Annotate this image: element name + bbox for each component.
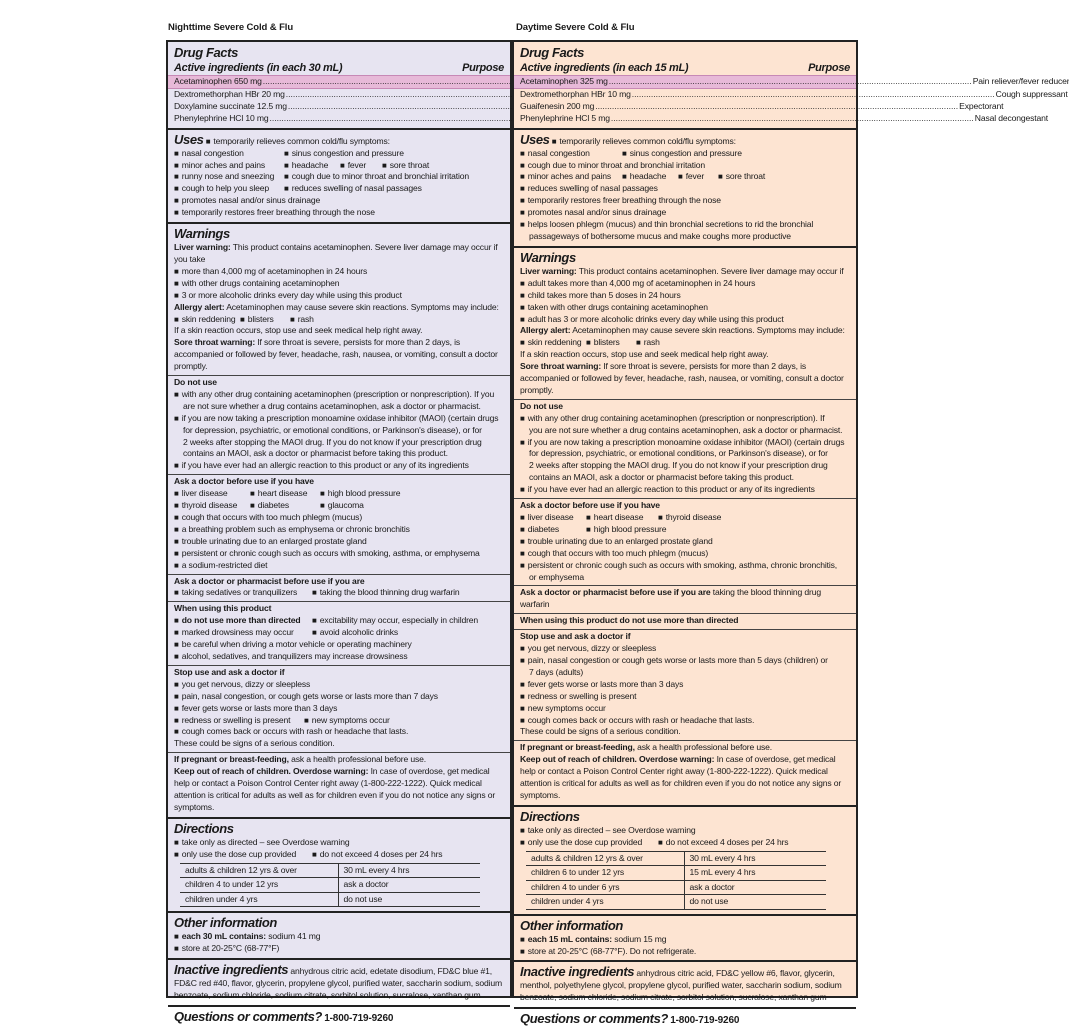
ask-pharmacist-heading: Ask a doctor or pharmacist before use if you are (174, 575, 365, 586)
ask-pharmacist-item: ■ taking the blood thinning drug warfarin (312, 587, 460, 599)
questions-heading: Questions or comments? (520, 1011, 668, 1027)
warnings-section (514, 248, 856, 807)
pregnancy-text: ask a health professional before use. (637, 742, 773, 753)
other-info-item: ■ store at 20-25°C (68-77°F) (174, 943, 504, 955)
use-item: ■ temporarily restores freer breathing through the nose (174, 207, 504, 219)
stop-use-subsection (168, 665, 510, 750)
inactive-ingredients-section (514, 962, 856, 1009)
ask-pharmacist-heading: Ask a doctor or pharmacist before use if you are (520, 587, 711, 598)
uses-intro: ■ temporarily relieves common cold/flu symptoms: (552, 136, 736, 146)
use-item: ■ fever (678, 171, 718, 183)
other-information-section (514, 916, 856, 963)
dose-amount: 15 mL every 4 hrs (684, 866, 826, 881)
uses-intro: ■ temporarily relieves common cold/flu symptoms: (206, 136, 390, 146)
ask-doctor-item: ■ heart disease (586, 512, 658, 524)
stop-use-item: ■ pain, nasal congestion or cough gets worse or lasts more than 5 days (children) or (520, 655, 850, 667)
when-using-item: ■ alcohol, sedatives, and tranquilizers may increase drowsiness (174, 651, 504, 663)
do-not-use-item: ■ if you are now taking a prescription monoamine oxidase inhibitor (MAOI) (certain drugs (174, 413, 504, 425)
direction-item: ■ only use the dose cup provided (520, 837, 658, 849)
stop-use-item: ■ you get nervous, dizzy or sleepless (520, 643, 850, 655)
ask-pharmacist-item: ■ taking sedatives or tranquilizers (174, 587, 312, 599)
when-using-subsection (168, 601, 510, 663)
liver-warning-label: Liver warning: (174, 242, 231, 253)
use-item: ■ nasal congestion (520, 148, 622, 160)
uses-heading: Uses (520, 131, 550, 147)
ingredient-name: Dextromethorphan HBr 10 mg (520, 88, 631, 99)
other-info-text: sodium 15 mg (614, 933, 667, 944)
pregnancy-label: If pregnant or breast-feeding, (520, 742, 635, 753)
allergy-symptom: ■ rash (290, 314, 314, 326)
stop-use-item: ■ new symptoms occur (304, 715, 390, 727)
stop-use-item: ■ cough comes back or occurs with rash or headache that lasts. (520, 715, 850, 727)
when-using-item: ■ excitability may occur, especially in children (312, 615, 478, 627)
dose-age: children under 4 yrs (180, 892, 338, 907)
table-row (526, 880, 826, 895)
ask-doctor-subsection (514, 498, 856, 583)
use-item: ■ headache (284, 160, 340, 172)
ingredient-name: Phenylephrine HCl 10 mg (174, 112, 269, 123)
ask-doctor-item: ■ a breathing problem such as emphysema or chronic bronchitis (174, 524, 504, 536)
ask-doctor-item: ■ diabetes (520, 524, 586, 536)
ingredient-name: Acetaminophen 650 mg (174, 76, 262, 86)
do-not-use-item-cont: are not sure whether a drug contains acetaminophen, ask a doctor or pharmacist. (183, 400, 481, 411)
use-item: ■ cough to help you sleep (174, 183, 284, 195)
sore-throat-text: If sore throat is severe, persists for more than 2 days, is accompanied or followed by fever, headache, rash, nausea, or vomiting, consult a doctor promptly. (174, 337, 498, 372)
table-row (180, 863, 480, 878)
inactive-ingredients-heading: Inactive ingredients (174, 961, 289, 977)
do-not-use-item-cont: contains an MAOI, ask a doctor or pharmacist before taking this product. (529, 472, 794, 483)
active-ingredients-header (520, 62, 850, 75)
ask-doctor-item: ■ high blood pressure (586, 524, 666, 536)
ask-doctor-item: ■ cough that occurs with too much phlegm (mucus) (174, 512, 504, 524)
use-item: ■ reduces swelling of nasal passages (284, 183, 422, 195)
do-not-use-item: ■ with any other drug containing acetaminophen (prescription or nonprescription). If (520, 413, 850, 425)
dose-age: children 4 to under 12 yrs (180, 878, 338, 893)
ask-pharmacist-subsection (514, 585, 856, 611)
warnings-section (168, 224, 510, 819)
direction-item: ■ take only as directed – see Overdose warning (174, 837, 504, 849)
sore-throat-text: If sore throat is severe, persists for more than 2 days, is accompanied or followed by fever, headache, rash, nausea, or vomiting, consult a doctor promptly. (520, 361, 844, 395)
other-info-label: each 30 mL contains: (181, 931, 266, 942)
ingredient-row (174, 101, 504, 113)
stop-use-item-cont: 7 days (adults) (529, 666, 584, 677)
stop-use-item: ■ you get nervous, dizzy or sleepless (174, 679, 504, 691)
ingredient-name: Guaifenesin 200 mg (520, 100, 595, 111)
dose-amount: ask a doctor (338, 878, 480, 893)
do-not-use-item-cont: 2 weeks after stopping the MAOI drug. If you do not know if your prescription drug (183, 436, 482, 447)
ask-pharmacist-text: taking the blood thinning drug warfarin (520, 587, 822, 610)
ask-doctor-item: ■ thyroid disease (174, 500, 250, 512)
active-ingredients-heading: Active ingredients (in each 15 mL) (520, 62, 689, 74)
directions-section (514, 807, 856, 916)
other-info-label: each 15 mL contains: (527, 933, 612, 944)
do-not-use-item-cont: for depression, psychiatric, or emotional conditions, or Parkinson's disease), or for (183, 424, 482, 435)
inactive-ingredients-section (168, 960, 510, 1007)
ask-doctor-item: ■ liver disease (520, 512, 586, 524)
purpose-heading: Purpose (462, 62, 504, 74)
dose-amount: do not use (338, 892, 480, 907)
ingredient-name: Phenylephrine HCl 5 mg (520, 112, 610, 123)
table-row (180, 878, 480, 893)
do-not-use-item-cont: for depression, psychiatric, or emotional conditions, or Parkinson's disease), or for (529, 448, 828, 459)
liver-warning-item: ■ taken with other drugs containing acetaminophen (520, 302, 850, 314)
allergy-symptom: ■ blisters (240, 314, 290, 326)
questions-section (514, 1009, 856, 1030)
table-row (526, 851, 826, 866)
liver-warning-item: ■ more than 4,000 mg of acetaminophen in 24 hours (174, 266, 504, 278)
active-ingredients-section (514, 42, 1069, 130)
use-item: ■ cough due to minor throat and bronchial irritation (520, 160, 850, 172)
ingredient-name: Dextromethorphan HBr 20 mg (174, 88, 285, 99)
ask-doctor-item: ■ glaucoma (320, 500, 364, 512)
dose-amount: ask a doctor (684, 880, 826, 895)
stop-use-item: ■ fever gets worse or lasts more than 3 days (174, 703, 504, 715)
dose-age: children 4 to under 6 yrs (526, 880, 684, 895)
dose-age: children under 4 yrs (526, 895, 684, 910)
when-using-heading: When using this product (174, 603, 272, 614)
other-info-text: sodium 41 mg (268, 931, 321, 942)
allergy-symptom: ■ skin reddening (174, 314, 240, 326)
other-info-item: ■ store at 20-25°C (68-77°F). Do not refrigerate. (520, 946, 850, 958)
uses-section (514, 130, 856, 248)
drug-facts-heading: Drug Facts (174, 45, 238, 60)
liver-warning-item: ■ child takes more than 5 doses in 24 hours (520, 290, 850, 302)
do-not-use-item-cont: contains an MAOI, ask a doctor or pharmacist before taking this product. (183, 448, 448, 459)
allergy-alert-label: Allergy alert: (520, 325, 571, 336)
stop-use-subsection (514, 629, 856, 738)
ingredient-row (174, 89, 504, 101)
use-item: ■ promotes nasal and/or sinus drainage (520, 207, 850, 219)
stop-use-item: ■ pain, nasal congestion, or cough gets worse or lasts more than 7 days (174, 691, 504, 703)
daytime-drug-facts-panel (512, 40, 1069, 1027)
when-using-heading: When using this product do not use more than directed (520, 615, 739, 626)
ingredient-purpose: Pain reliever/fever reducer (972, 76, 1069, 86)
stop-use-item: ■ cough comes back or occurs with rash or headache that lasts. (174, 726, 504, 738)
ask-doctor-heading: Ask a doctor before use if you have (174, 476, 314, 487)
stop-use-item: ■ redness or swelling is present (174, 715, 304, 727)
active-ingredients-heading: Active ingredients (in each 30 mL) (174, 62, 343, 74)
ask-doctor-item: ■ thyroid disease (658, 512, 721, 524)
do-not-use-item-cont: you are not sure whether a drug contains acetaminophen, ask a doctor or pharmacist. (529, 424, 843, 435)
ingredient-name: Acetaminophen 325 mg (520, 76, 608, 86)
stop-use-item: ■ fever gets worse or lasts more than 3 days (520, 679, 850, 691)
use-item: ■ sinus congestion and pressure (284, 148, 404, 160)
sore-throat-label: Sore throat warning: (520, 361, 602, 372)
when-using-item: ■ do not use more than directed (174, 615, 312, 627)
dose-amount: 30 mL every 4 hrs (684, 851, 826, 866)
direction-item: ■ take only as directed – see Overdose warning (520, 825, 850, 837)
keep-out-text: In case of overdose, get medical help or contact a Poison Control Center right away (1-800-222-1222). Quick medical attention is critical for adults as well as for children even if you do not notice any signs or symptoms. (520, 754, 842, 800)
stop-use-heading: Stop use and ask a doctor if (520, 631, 631, 642)
ask-doctor-item: ■ a sodium-restricted diet (174, 560, 504, 572)
inactive-ingredients-text: anhydrous citric acid, FD&C yellow #6, flavor, glycerin, menthol, polyethylene glycol, propylene glycol, purified water, saccharin sodium, sodium benzoate, sodium chloride, sodium citrate, sorbitol solution, sucralose, xanthan gum (520, 968, 842, 1003)
do-not-use-item: ■ if you are now taking a prescription monoamine oxidase inhibitor (MAOI) (certain drugs (520, 437, 850, 449)
directions-heading: Directions (520, 808, 580, 824)
sore-throat-label: Sore throat warning: (174, 337, 256, 348)
inactive-ingredients-text: anhydrous citric acid, edetate disodium, FD&C blue #1, FD&C red #40, flavor, glycerin, propylene glycol, purified water, saccharin sodium, sodium benzoate, sodium chloride, sodium citrate, sorbitol solution, sucralose, xanthan gum (174, 965, 503, 1000)
direction-item: ■ only use the dose cup provided (174, 849, 312, 861)
ingredient-row (514, 75, 1069, 89)
ask-doctor-item-cont: or emphysema (529, 571, 585, 582)
pregnancy-text: ask a health professional before use. (291, 754, 427, 765)
keep-out-label: Keep out of reach of children. Overdose warning: (520, 754, 715, 765)
ingredient-purpose: Cough suppressant (995, 88, 1068, 99)
dose-age: adults & children 12 yrs & over (180, 863, 338, 878)
use-item-cont: passageways of bothersome mucus and make coughs more productive (529, 230, 791, 241)
use-item: ■ reduces swelling of nasal passages (520, 183, 850, 195)
ask-doctor-item: ■ trouble urinating due to an enlarged prostate gland (174, 536, 504, 548)
use-item: ■ fever (340, 160, 382, 172)
stop-use-after: These could be signs of a serious condition. (520, 726, 681, 737)
when-using-item: ■ be careful when driving a motor vehicle or operating machinery (174, 639, 504, 651)
dose-table (526, 851, 826, 910)
direction-item: ■ do not exceed 4 doses per 24 hrs (658, 837, 788, 849)
table-row (526, 895, 826, 910)
do-not-use-item: ■ with any other drug containing acetaminophen (prescription or nonprescription). If you (174, 389, 504, 401)
liver-warning-text: This product contains acetaminophen. Severe liver damage may occur if you take (174, 242, 498, 264)
dose-age: adults & children 12 yrs & over (526, 851, 684, 866)
allergy-symptom: ■ blisters (586, 337, 636, 349)
allergy-alert-label: Allergy alert: (174, 301, 225, 312)
allergy-alert-text: Acetaminophen may cause severe skin reactions. Symptoms may include: (572, 325, 845, 336)
questions-section (168, 1007, 510, 1028)
use-item: ■ sinus congestion and pressure (622, 148, 742, 160)
other-information-heading: Other information (520, 917, 623, 933)
dose-amount: do not use (684, 895, 826, 910)
liver-warning-item: ■ adult takes more than 4,000 mg of acetaminophen in 24 hours (520, 278, 850, 290)
directions-section (168, 819, 510, 913)
pregnancy-label: If pregnant or breast-feeding, (174, 754, 289, 765)
allergy-after-text: If a skin reaction occurs, stop use and seek medical help right away. (174, 325, 423, 336)
use-item: ■ sore throat (718, 171, 765, 183)
use-item: ■ runny nose and sneezing (174, 171, 284, 183)
keep-out-text: In case of overdose, get medical help or contact a Poison Control Center right away (1-800-222-1222). Quick medical attention is critical for adults as well as for children even if you do not notice any signs or symptoms. (174, 766, 496, 812)
allergy-after-text: If a skin reaction occurs, stop use and seek medical help right away. (520, 349, 769, 360)
liver-warning-item: ■ adult has 3 or more alcoholic drinks every day while using this product (520, 314, 850, 326)
do-not-use-heading: Do not use (174, 377, 217, 388)
ingredient-row (174, 113, 504, 125)
active-ingredients-section (168, 42, 510, 130)
active-ingredients-header (174, 62, 504, 75)
uses-section (168, 130, 510, 224)
inactive-ingredients-heading: Inactive ingredients (520, 964, 635, 980)
pregnancy-subsection (514, 740, 856, 802)
ask-doctor-item: ■ cough that occurs with too much phlegm (mucus) (520, 548, 850, 560)
ask-doctor-subsection (168, 474, 510, 571)
when-using-subsection (514, 613, 856, 627)
phone-number[interactable]: 1-800-719-9260 (324, 1012, 394, 1024)
other-information-section (168, 913, 510, 960)
ingredient-purpose: Expectorant (959, 100, 1004, 111)
nighttime-label: Nighttime Severe Cold & Flu (168, 22, 294, 33)
use-item: ■ minor aches and pains (174, 160, 284, 172)
ask-doctor-item: ■ persistent or chronic cough such as occurs with smoking, asthma, chronic bronchitis, (520, 560, 850, 572)
do-not-use-heading: Do not use (520, 400, 563, 411)
questions-heading: Questions or comments? (174, 1008, 322, 1024)
phone-number[interactable]: 1-800-719-9260 (670, 1015, 740, 1027)
liver-warning-item: ■ 3 or more alcoholic drinks every day while using this product (174, 290, 504, 302)
ask-doctor-item: ■ high blood pressure (320, 488, 400, 500)
directions-heading: Directions (174, 820, 234, 836)
table-row (526, 866, 826, 881)
do-not-use-subsection (168, 375, 510, 472)
warnings-heading: Warnings (174, 226, 230, 242)
do-not-use-item: ■ if you have ever had an allergic reaction to this product or any of its ingredients (520, 484, 850, 496)
use-item: ■ promotes nasal and/or sinus drainage (174, 195, 504, 207)
allergy-symptom: ■ skin reddening (520, 337, 586, 349)
other-information-heading: Other information (174, 915, 277, 931)
use-item: ■ helps loosen phlegm (mucus) and thin bronchial secretions to rid the bronchial (520, 219, 850, 231)
do-not-use-item: ■ if you have ever had an allergic reaction to this product or any of its ingredients (174, 460, 504, 472)
ask-doctor-heading: Ask a doctor before use if you have (520, 500, 660, 511)
ingredient-row (520, 112, 1049, 125)
ask-doctor-item: ■ heart disease (250, 488, 320, 500)
use-item: ■ minor aches and pains (520, 171, 622, 183)
ask-doctor-item: ■ diabetes (250, 500, 320, 512)
ask-doctor-item: ■ persistent or chronic cough such as occurs with smoking, asthma, or emphysema (174, 548, 504, 560)
use-item: ■ headache (622, 171, 678, 183)
use-item: ■ nasal congestion (174, 148, 284, 160)
do-not-use-subsection (514, 399, 856, 496)
direction-item: ■ do not exceed 4 doses per 24 hrs (312, 849, 442, 861)
allergy-symptom: ■ rash (636, 337, 660, 349)
liver-warning-label: Liver warning: (520, 265, 577, 276)
dose-age: children 6 to under 12 yrs (526, 866, 684, 881)
ask-pharmacist-subsection (168, 574, 510, 600)
stop-use-item: ■ redness or swelling is present (520, 691, 850, 703)
pregnancy-subsection (168, 752, 510, 814)
when-using-item: ■ marked drowsiness may occur (174, 627, 312, 639)
ask-doctor-item: ■ liver disease (174, 488, 250, 500)
when-using-item: ■ avoid alcoholic drinks (312, 627, 398, 639)
liver-warning-text: This product contains acetaminophen. Severe liver damage may occur if (578, 265, 844, 276)
liver-warning-item: ■ with other drugs containing acetaminophen (174, 278, 504, 290)
ingredient-row (520, 88, 1068, 101)
stop-use-heading: Stop use and ask a doctor if (174, 666, 285, 677)
daytime-label: Daytime Severe Cold & Flu (516, 22, 635, 33)
dose-table (180, 863, 480, 908)
allergy-alert-text: Acetaminophen may cause severe skin reactions. Symptoms may include: (226, 301, 499, 312)
do-not-use-item-cont: 2 weeks after stopping the MAOI drug. If you do not know if your prescription drug (529, 460, 828, 471)
table-row (180, 892, 480, 907)
ingredient-purpose: Nasal decongestant (974, 112, 1049, 123)
uses-heading: Uses (174, 131, 204, 147)
purpose-heading: Purpose (808, 62, 850, 74)
use-item: ■ cough due to minor throat and bronchial irritation (284, 171, 469, 183)
keep-out-label: Keep out of reach of children. Overdose warning: (174, 766, 369, 777)
stop-use-after: These could be signs of a serious condition. (174, 738, 335, 749)
use-item: ■ temporarily restores freer breathing through the nose (520, 195, 850, 207)
drug-facts-heading: Drug Facts (520, 45, 584, 60)
ingredient-name: Doxylamine succinate 12.5 mg (174, 100, 287, 111)
nighttime-drug-facts-panel (166, 40, 512, 1024)
ingredient-row (168, 75, 510, 89)
ingredient-row (520, 100, 1004, 113)
ask-doctor-item: ■ trouble urinating due to an enlarged prostate gland (520, 536, 850, 548)
warnings-heading: Warnings (520, 249, 576, 265)
stop-use-item: ■ new symptoms occur (520, 703, 850, 715)
use-item: ■ sore throat (382, 160, 429, 172)
dose-amount: 30 mL every 4 hrs (338, 863, 480, 878)
